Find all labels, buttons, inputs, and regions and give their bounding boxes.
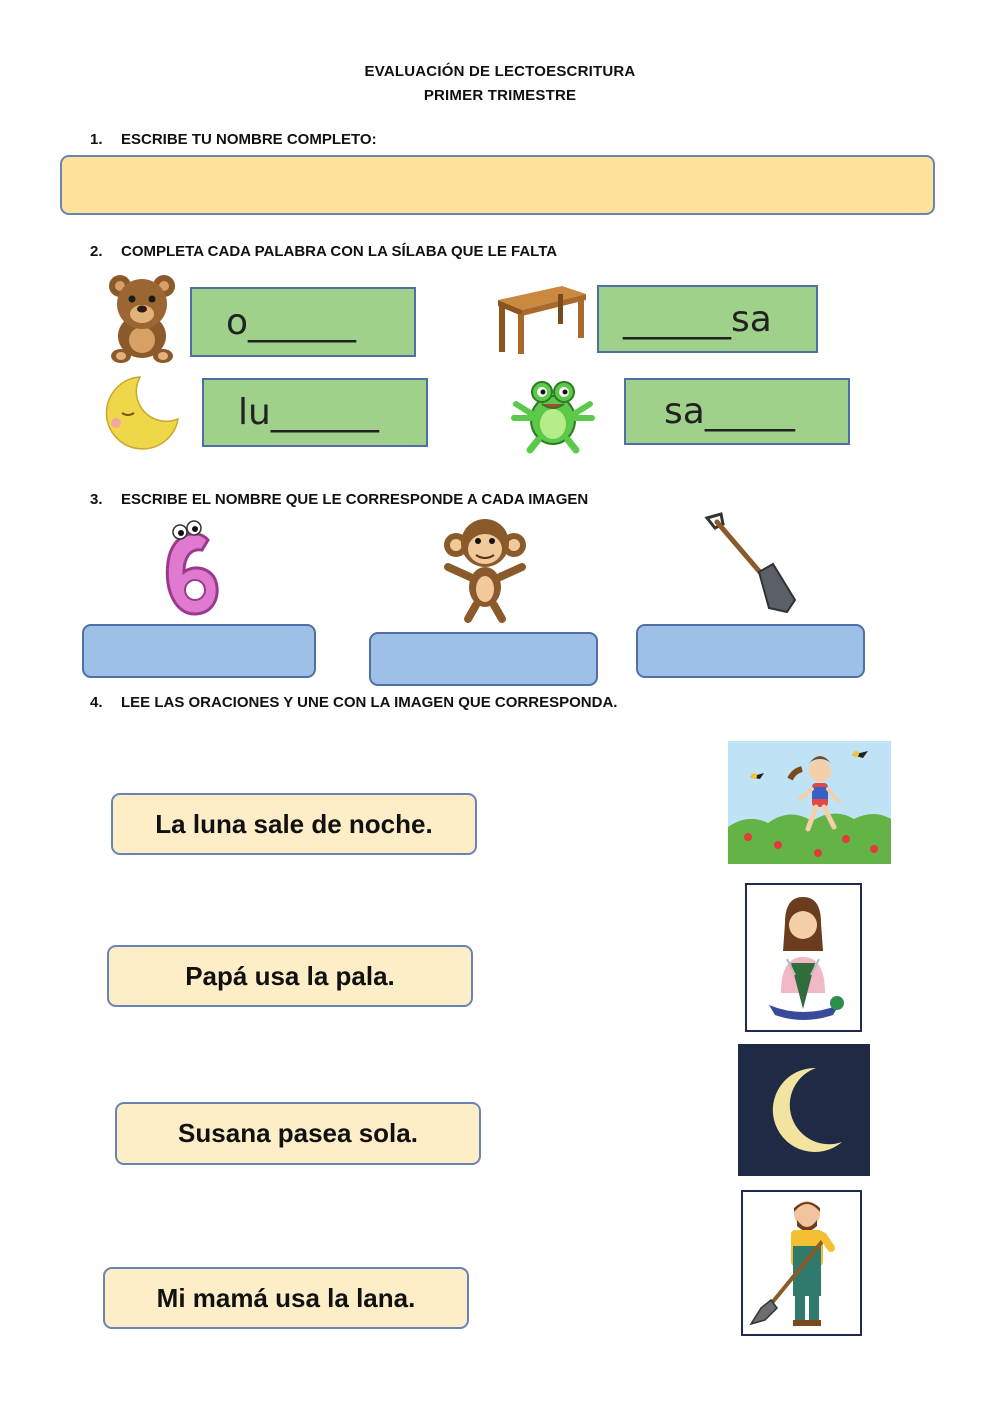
question-number: 2.: [90, 243, 103, 260]
worksheet-subtitle: PRIMER TRIMESTRE: [423, 87, 577, 104]
sentence-3[interactable]: Susana pasea sola.: [115, 1102, 481, 1165]
answer-input-2[interactable]: [369, 632, 598, 686]
syllable-word-2[interactable]: ______sa: [597, 285, 818, 353]
question-number: 1.: [90, 131, 103, 148]
syllable-word-1[interactable]: o______: [190, 287, 416, 357]
monkey-icon: [434, 515, 536, 621]
syllable-word-4[interactable]: sa_____: [624, 378, 850, 445]
bear-icon: [106, 268, 178, 364]
question-label: ESCRIBE EL NOMBRE QUE LE CORRESPONDE A CADA IMAGEN: [121, 491, 589, 508]
girl-walking-image[interactable]: [728, 741, 891, 864]
question-number: 4.: [90, 694, 103, 711]
night-moon-image[interactable]: [738, 1044, 870, 1176]
question-4: [90, 694, 617, 711]
question-label: COMPLETA CADA PALABRA CON LA SÍLABA QUE LE FALTA: [121, 243, 558, 260]
moon-icon: [100, 373, 182, 451]
woman-knitting-image[interactable]: [745, 883, 862, 1032]
question-label: LEE LAS ORACIONES Y UNE CON LA IMAGEN QUE CORRESPONDA.: [121, 694, 618, 711]
sentence-2[interactable]: Papá usa la pala.: [107, 945, 473, 1007]
question-2: [90, 243, 557, 260]
number-six-icon: [158, 518, 224, 618]
question-3: [90, 491, 588, 508]
syllable-word-3[interactable]: lu______: [202, 378, 428, 447]
question-1: [90, 131, 377, 148]
shovel-icon: [703, 512, 799, 616]
frog-icon: [512, 378, 594, 452]
man-with-shovel-image[interactable]: [741, 1190, 862, 1336]
answer-input-3[interactable]: [636, 624, 865, 678]
answer-input-1[interactable]: [82, 624, 316, 678]
question-label: ESCRIBE TU NOMBRE COMPLETO:: [121, 131, 377, 148]
table-icon: [492, 284, 588, 356]
question-number: 3.: [90, 491, 103, 508]
sentence-4[interactable]: Mi mamá usa la lana.: [103, 1267, 469, 1329]
full-name-input[interactable]: [60, 155, 935, 215]
sentence-1[interactable]: La luna sale de noche.: [111, 793, 477, 855]
worksheet-title: EVALUACIÓN DE LECTOESCRITURA: [364, 63, 636, 80]
